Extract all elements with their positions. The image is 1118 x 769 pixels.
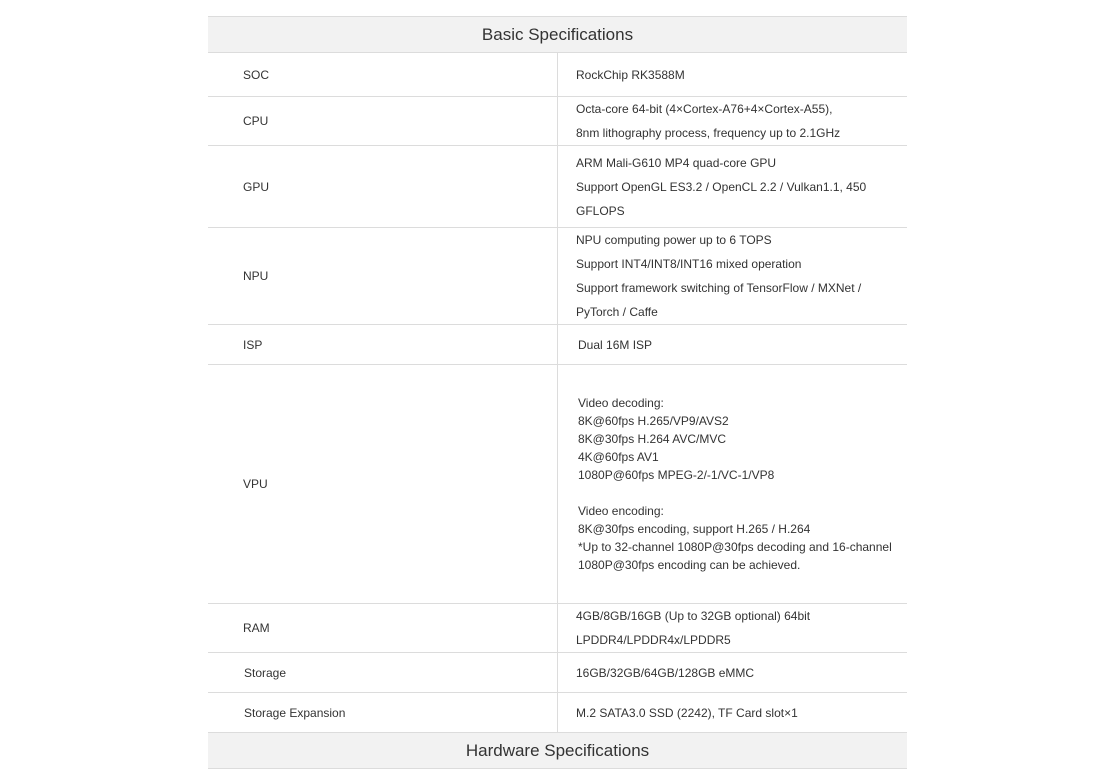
spec-row-ram: [208, 604, 907, 653]
spec-line: Video decoding:: [578, 396, 664, 410]
spec-label-isp: ISP: [208, 325, 558, 365]
spec-label-gpu: GPU: [208, 146, 558, 228]
spec-line: 16GB/32GB/64GB/128GB eMMC: [576, 665, 755, 680]
spec-row-storage: [208, 653, 907, 693]
spec-line: Support INT4/INT8/INT16 mixed operation: [576, 257, 802, 271]
spec-row-storage-expansion: [208, 693, 907, 733]
spec-line: NPU computing power up to 6 TOPS: [576, 233, 772, 247]
spec-line: 8K@60fps H.265/VP9/AVS2: [578, 414, 729, 428]
spec-line: 1080P@60fps MPEG-2/-1/VC-1/VP8: [578, 468, 775, 482]
section-title-hardware: Hardware Specifications: [208, 733, 907, 769]
spec-line: 4K@60fps AV1: [578, 450, 659, 464]
spec-row-npu: [208, 228, 907, 325]
spec-line: M.2 SATA3.0 SSD (2242), TF Card slot×1: [576, 705, 798, 720]
spec-label-cpu: CPU: [208, 97, 558, 146]
spec-line: 4GB/8GB/16GB (Up to 32GB optional) 64bit LPDDR4/LPDDR4x/LPDDR5: [576, 609, 811, 647]
spec-label-vpu: VPU: [208, 365, 558, 604]
spec-line: 1080P@30fps encoding can be achieved.: [578, 558, 801, 572]
spec-row-isp: [208, 325, 907, 365]
spec-line: 8nm lithography process, frequency up to 2.1GHz: [576, 126, 841, 140]
spec-line: Video encoding:: [578, 504, 664, 518]
spec-line: Octa-core 64-bit (4×Cortex-A76+4×Cortex-A55),: [576, 102, 833, 116]
spec-line: 8K@30fps encoding, support H.265 / H.264: [578, 522, 811, 536]
spec-line: Support framework switching of TensorFlow / MXNet / PyTorch / Caffe: [576, 281, 862, 319]
spec-value-soc: [558, 53, 908, 97]
spec-table: [208, 16, 907, 769]
spec-value-cpu: [558, 97, 908, 146]
spec-line: Dual 16M ISP: [578, 337, 653, 352]
spec-value-vpu: [558, 365, 908, 604]
spec-label-soc: SOC: [208, 53, 558, 97]
spec-row-gpu: [208, 146, 907, 228]
spec-line: *Up to 32-channel 1080P@30fps decoding and 16-channel: [578, 540, 892, 554]
section-title-basic: Basic Specifications: [208, 17, 907, 53]
spec-line: 8K@30fps H.264 AVC/MVC: [578, 432, 727, 446]
spec-line: RockChip RK3588M: [576, 67, 685, 82]
spec-value-ram: [558, 604, 908, 653]
spec-label-storage-expansion: Storage Expansion: [208, 693, 558, 733]
spacer: [578, 484, 907, 502]
spec-row-cpu: [208, 97, 907, 146]
spec-line: Support OpenGL ES3.2 / OpenCL 2.2 / Vulkan1.1, 450 GFLOPS: [576, 179, 867, 218]
spec-row-vpu: [208, 365, 907, 604]
spec-label-storage: Storage: [208, 653, 558, 693]
spec-line: ARM Mali-G610 MP4 quad-core GPU: [576, 155, 777, 170]
spec-value-storage: [558, 653, 908, 693]
spec-value-npu: [558, 228, 908, 325]
spec-row-soc: [208, 53, 907, 97]
spec-label-npu: NPU: [208, 228, 558, 325]
spec-value-gpu: [558, 146, 908, 228]
spec-value-storage-expansion: [558, 693, 908, 733]
spec-label-ram: RAM: [208, 604, 558, 653]
section-header-basic: [208, 17, 907, 53]
spec-value-isp: [558, 325, 908, 365]
